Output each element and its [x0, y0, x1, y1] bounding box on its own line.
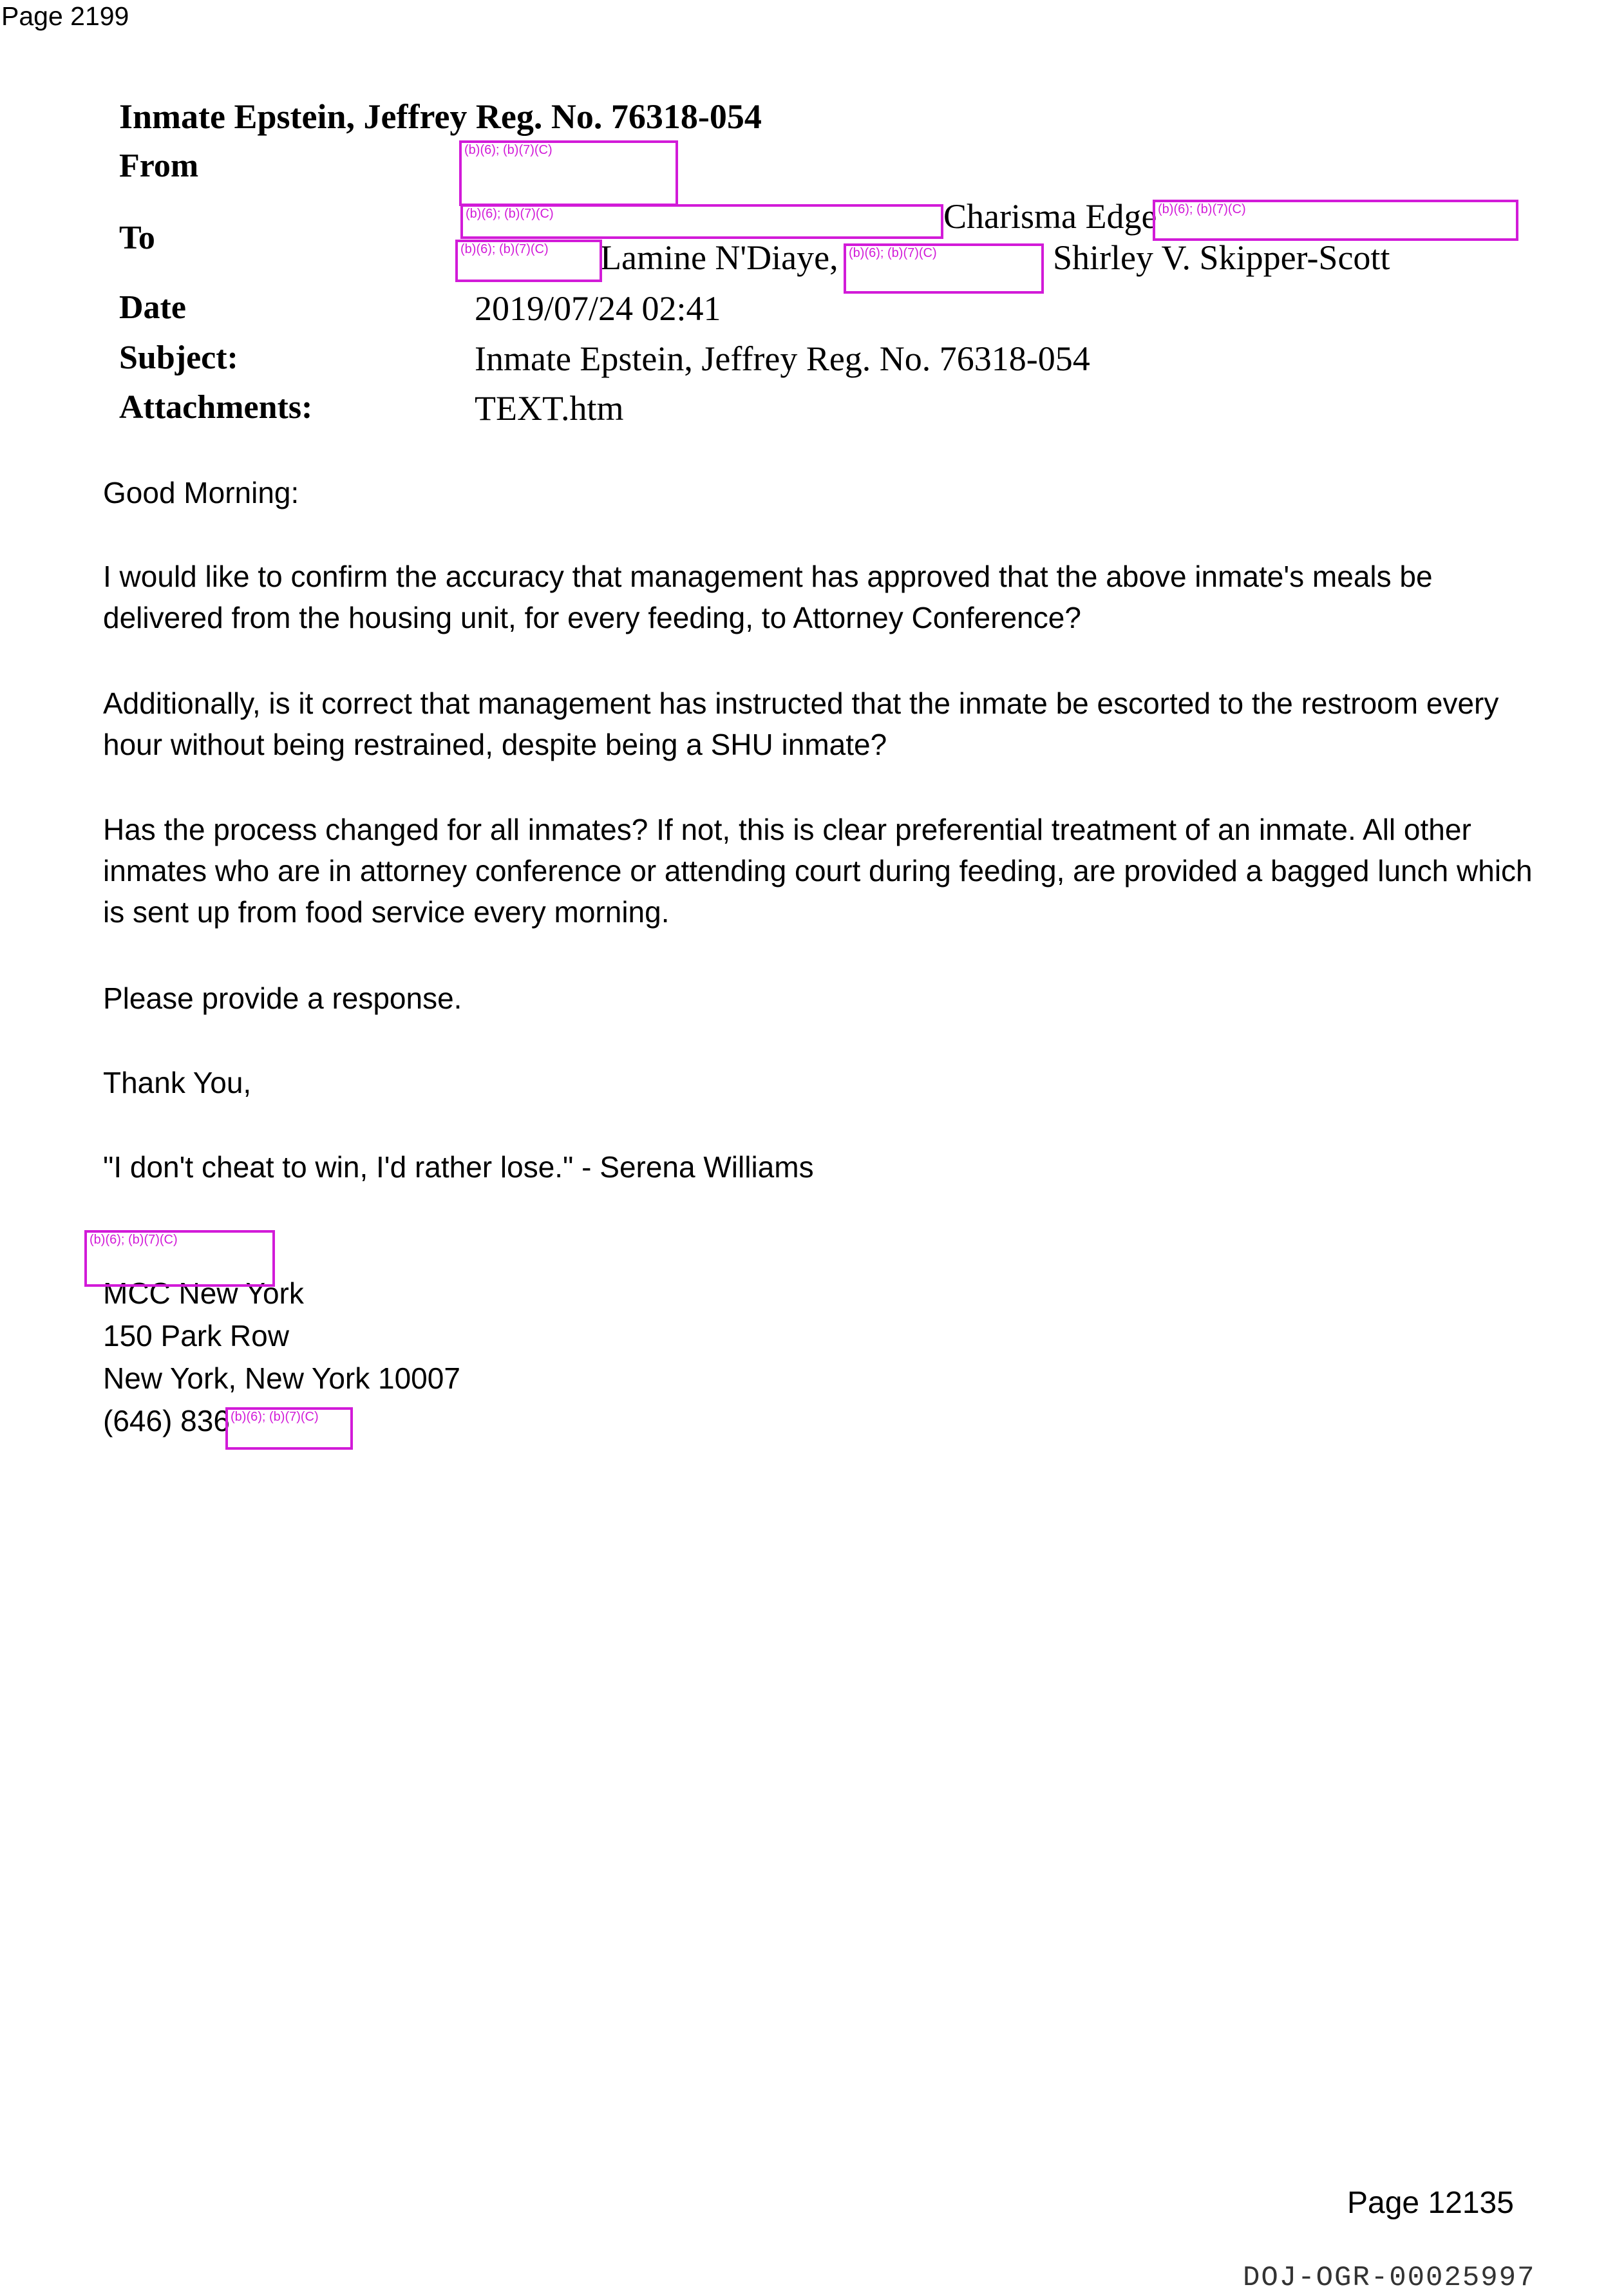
to-recipient-lamine: Lamine N'Diaye,	[600, 238, 838, 277]
redaction-box-phone	[225, 1407, 353, 1450]
date-label: Date	[119, 289, 186, 326]
to-recipient-shirley: Shirley V. Skipper-Scott	[1053, 238, 1390, 277]
signature-street: 150 Park Row	[103, 1319, 289, 1352]
redaction-label: (b)(6); (b)(7)(C)	[90, 1233, 178, 1247]
attachments-label: Attachments:	[119, 389, 313, 426]
redaction-box-to-1	[460, 204, 943, 239]
subject-value: Inmate Epstein, Jeffrey Reg. No. 76318-054	[475, 339, 1090, 378]
redaction-box-to-3	[455, 240, 602, 282]
signature-city: New York, New York 10007	[103, 1361, 460, 1395]
redaction-label: (b)(6); (b)(7)(C)	[460, 242, 549, 256]
bates-number: DOJ-OGR-00025997	[1243, 2262, 1536, 2294]
body-paragraph-3: Has the process changed for all inmates? If not, this is clear preferential treatment of an inmate. All other inmates who are in attorney conference or attending court during feeding, are provided a bagged lunch which is sent up from food service every morning.	[103, 813, 1533, 929]
redaction-label: (b)(6); (b)(7)(C)	[1158, 202, 1246, 216]
greeting: Good Morning:	[103, 476, 299, 509]
date-value: 2019/07/24 02:41	[475, 289, 721, 328]
body-paragraph-1: I would like to confirm the accuracy that management has approved that the above inmate's meals be delivered from the housing unit, for every feeding, to Attorney Conference?	[103, 560, 1433, 634]
signature-quote: "I don't cheat to win, I'd rather lose." - Serena Williams	[103, 1150, 814, 1184]
redaction-box-to-4	[844, 243, 1044, 294]
signature-phone: (646) 836	[103, 1404, 230, 1437]
body-paragraph-4: Please provide a response.	[103, 982, 462, 1015]
redaction-box-from	[459, 140, 678, 206]
redaction-label: (b)(6); (b)(7)(C)	[231, 1410, 319, 1424]
email-title: Inmate Epstein, Jeffrey Reg. No. 76318-054	[119, 97, 762, 136]
subject-label: Subject:	[119, 339, 238, 376]
body-paragraph-2: Additionally, is it correct that management has instructed that the inmate be escorted to the restroom every hour without being restrained, despite being a SHU inmate?	[103, 687, 1499, 761]
redaction-box-to-2	[1153, 200, 1518, 241]
page-number-bottom: Page 12135	[1347, 2186, 1514, 2220]
to-recipient-charisma: Charisma Edge	[943, 197, 1157, 236]
attachments-value: TEXT.htm	[475, 389, 624, 428]
from-label: From	[119, 147, 199, 184]
signature-org: MCC New York	[103, 1276, 304, 1310]
redaction-label: (b)(6); (b)(7)(C)	[466, 207, 554, 221]
redaction-box-signature-name	[84, 1230, 275, 1287]
page-number-top: Page 2199	[1, 1, 129, 31]
redaction-label: (b)(6); (b)(7)(C)	[464, 143, 553, 157]
redaction-label: (b)(6); (b)(7)(C)	[849, 246, 937, 260]
closing: Thank You,	[103, 1066, 252, 1099]
to-label: To	[119, 220, 155, 256]
